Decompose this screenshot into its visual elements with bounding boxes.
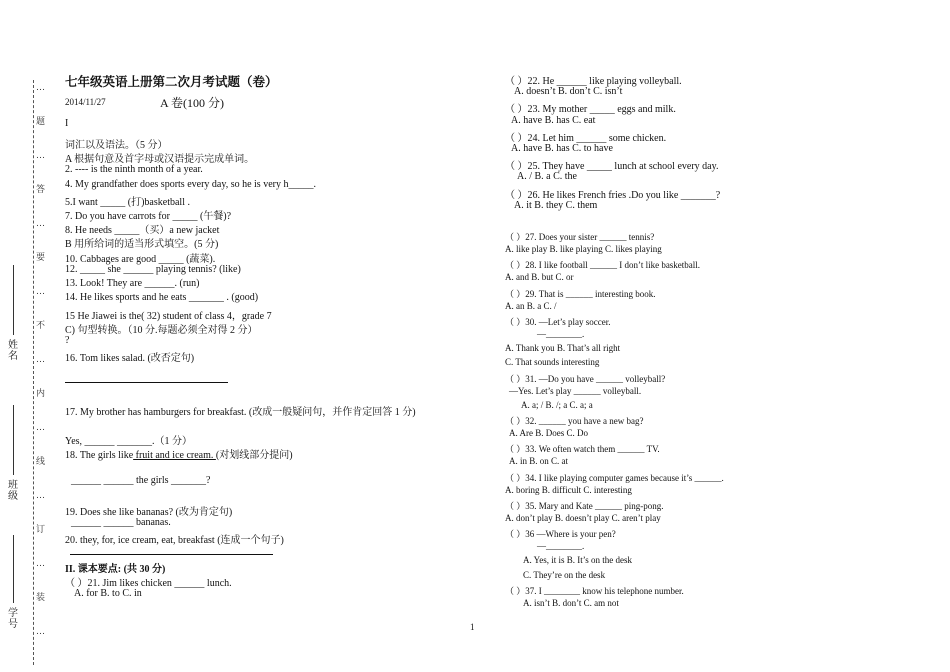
left-text-line: 4. My grandfather does sports every day, so he is very h_____. bbox=[65, 179, 316, 190]
left-text-line: 2. ---- is the ninth month of a year. bbox=[65, 164, 203, 175]
binding-text: 内 bbox=[36, 388, 46, 398]
right-question-line: A. have B. has C. eat bbox=[511, 114, 596, 126]
right-question-line: A. doesn’t B. don’t C. isn’t bbox=[514, 86, 623, 98]
right-question-line: A. like play B. like playing C. likes playing bbox=[505, 244, 662, 255]
binding-text: 题 bbox=[36, 116, 46, 126]
question-20: 20. they, for, ice cream, eat, breakfast (连成一个句子) bbox=[65, 535, 284, 546]
right-question-line: （ ）22. He ______ like playing volleyball. bbox=[505, 76, 682, 87]
question-18-answer: ______ ______ the girls _______? bbox=[71, 475, 211, 486]
binding-text: … bbox=[36, 150, 45, 160]
binding-text: … bbox=[36, 354, 45, 364]
right-question-line: C. That sounds interesting bbox=[505, 357, 600, 368]
binding-text: … bbox=[36, 626, 45, 636]
binding-text: 答 bbox=[36, 184, 46, 194]
left-text-line: C) 句型转换。（10 分.每题必须全对得 2 分） bbox=[65, 325, 258, 336]
right-question-line: （ ）28. I like football ______ I don’t like basketball. bbox=[505, 260, 701, 271]
right-question-line: （ ）26. He likes French fries .Do you like _______? bbox=[505, 189, 721, 201]
right-question-line: （ ）29. That is ______ interesting book. bbox=[505, 288, 656, 299]
left-text-line: 13. Look! They are ______. (run) bbox=[65, 278, 200, 289]
right-question-line: （ ）23. My mother _____ eggs and milk. bbox=[505, 104, 676, 116]
class-field-label: 班级 bbox=[8, 480, 18, 502]
binding-strip bbox=[0, 60, 60, 660]
right-question-line: （ ）35. Mary and Kate ______ ping-pong. bbox=[505, 500, 664, 511]
binding-text: … bbox=[36, 82, 45, 92]
question-21-options: A. for B. to C. in bbox=[74, 588, 142, 599]
right-question-line: （ ）34. I like playing computer games because it’s ______. bbox=[505, 472, 724, 483]
binding-text: … bbox=[36, 490, 45, 500]
left-text-line: ? bbox=[65, 335, 70, 346]
left-text-line: 10. Cabbages are good _____ (蔬菜). bbox=[65, 254, 216, 265]
right-question-line: A. boring B. difficult C. interesting bbox=[505, 484, 632, 495]
binding-dashed-line bbox=[33, 80, 34, 665]
name-field-label: 姓名 bbox=[8, 340, 18, 362]
question-18-text: 18. The girls like bbox=[65, 450, 134, 461]
question-18-instruction: (对划线部分提问) bbox=[215, 450, 293, 461]
left-text-line: A 根据句意及首字母或汉语提示完成单词。 bbox=[65, 154, 255, 165]
right-question-line: A. Thank you B. That’s all right bbox=[505, 343, 621, 354]
right-question-line: —________. bbox=[537, 329, 585, 340]
left-text-line: 12. _____ she ______ playing tennis? (like) bbox=[65, 264, 241, 275]
right-question-line: A. have B. has C. to have bbox=[511, 143, 613, 154]
binding-text: 不 bbox=[36, 320, 46, 330]
right-question-line: （ ）32. ______ you have a new bag? bbox=[505, 415, 644, 426]
left-text-line: 5.I want _____ (打)basketball . bbox=[65, 197, 190, 208]
student-id-field-line bbox=[13, 535, 14, 603]
left-text-line: 词汇以及语法。（5 分） bbox=[65, 140, 168, 151]
question-19-answer: ______ ______ bananas. bbox=[71, 517, 171, 528]
section-one-numeral: I bbox=[65, 118, 69, 129]
right-question-line: （ ）27. Does your sister ______ tennis? bbox=[505, 232, 655, 242]
answer-line-20 bbox=[70, 554, 273, 555]
binding-text: … bbox=[36, 286, 45, 296]
right-question-line: —________. bbox=[537, 541, 585, 552]
binding-text: 线 bbox=[36, 456, 46, 466]
right-question-line: （ ）31. —Do you have ______ volleyball? bbox=[505, 373, 666, 384]
name-field-line bbox=[13, 265, 14, 335]
right-question-line: A. it B. they C. them bbox=[514, 199, 598, 211]
question-17-answer: Yes, ______ _______.（1 分） bbox=[65, 436, 193, 447]
paper-label: A 卷(100 分) bbox=[160, 96, 224, 110]
binding-text: … bbox=[36, 422, 45, 432]
right-question-line: （ ）24. Let him ______ some chicken. bbox=[505, 132, 667, 144]
question-18-underlined: fruit and ice cream. bbox=[133, 450, 216, 461]
right-question-line: C. They’re on the desk bbox=[523, 569, 606, 580]
right-question-line: （ ）37. I ________ know his telephone number. bbox=[505, 585, 684, 596]
page-number: 1 bbox=[470, 622, 475, 632]
right-question-line: —Yes. Let’s play ______ volleyball. bbox=[509, 385, 642, 396]
binding-text: 要 bbox=[36, 252, 46, 262]
right-question-line: （ ）36 —Where is your pen? bbox=[505, 529, 616, 540]
left-text-line: 7. Do you have carrots for _____ (午餐)? bbox=[65, 211, 232, 222]
left-text-line: 15 He Jiawei is the( 32) student of class 4，grade 7 bbox=[65, 311, 272, 322]
binding-text: … bbox=[36, 218, 45, 228]
right-question-line: A. an B. a C. / bbox=[505, 300, 557, 311]
class-field-line bbox=[13, 405, 14, 475]
left-text-line: 14. He likes sports and he eats _______ . (good) bbox=[65, 292, 259, 303]
left-text-line: B 用所给词的适当形式填空。(5 分) bbox=[65, 239, 219, 250]
right-question-line: （ ）25. They have _____ lunch at school every day. bbox=[505, 161, 719, 173]
question-19: 19. Does she like bananas? (改为肯定句) bbox=[65, 507, 233, 518]
right-question-line: A. Yes, it is B. It’s on the desk bbox=[523, 555, 633, 566]
binding-text: 装 bbox=[36, 592, 46, 602]
binding-text: … bbox=[36, 558, 45, 568]
right-question-line: A. in B. on C. at bbox=[509, 456, 569, 467]
exam-title: 七年级英语上册第二次月考试题（卷） bbox=[65, 75, 278, 89]
exam-date: 2014/11/27 bbox=[65, 97, 106, 107]
answer-line-16 bbox=[65, 382, 228, 383]
left-text-line: 8. He needs _____（买）a new jacket bbox=[65, 225, 220, 236]
left-text-line: 16. Tom likes salad. (改否定句) bbox=[65, 353, 195, 364]
question-17: 17. My brother has hamburgers for breakfast. (改成一般疑问句，并作肯定回答 1 分) bbox=[65, 407, 416, 418]
right-question-line: A. a; / B. /; a C. a; a bbox=[521, 399, 593, 410]
right-question-line: （ ）30. —Let’s play soccer. bbox=[505, 316, 611, 327]
right-question-line: （ ）33. We often watch them ______ TV. bbox=[505, 444, 660, 455]
section-two-heading: II. 课本要点: (共 30 分) bbox=[65, 564, 166, 575]
right-question-line: A. and B. but C. or bbox=[505, 272, 574, 283]
question-21: （ ）21. Jim likes chicken ______ lunch. bbox=[65, 578, 232, 589]
question-18 bbox=[65, 446, 293, 461]
right-question-line: A. / B. a C. the bbox=[517, 171, 577, 183]
binding-text: 订 bbox=[36, 524, 46, 534]
student-id-field-label: 学号 bbox=[8, 608, 18, 630]
right-question-line: A. don’t play B. doesn’t play C. aren’t play bbox=[505, 513, 661, 523]
right-question-line: A. Are B. Does C. Do bbox=[509, 428, 588, 439]
right-question-line: A. isn’t B. don’t C. am not bbox=[523, 597, 619, 608]
